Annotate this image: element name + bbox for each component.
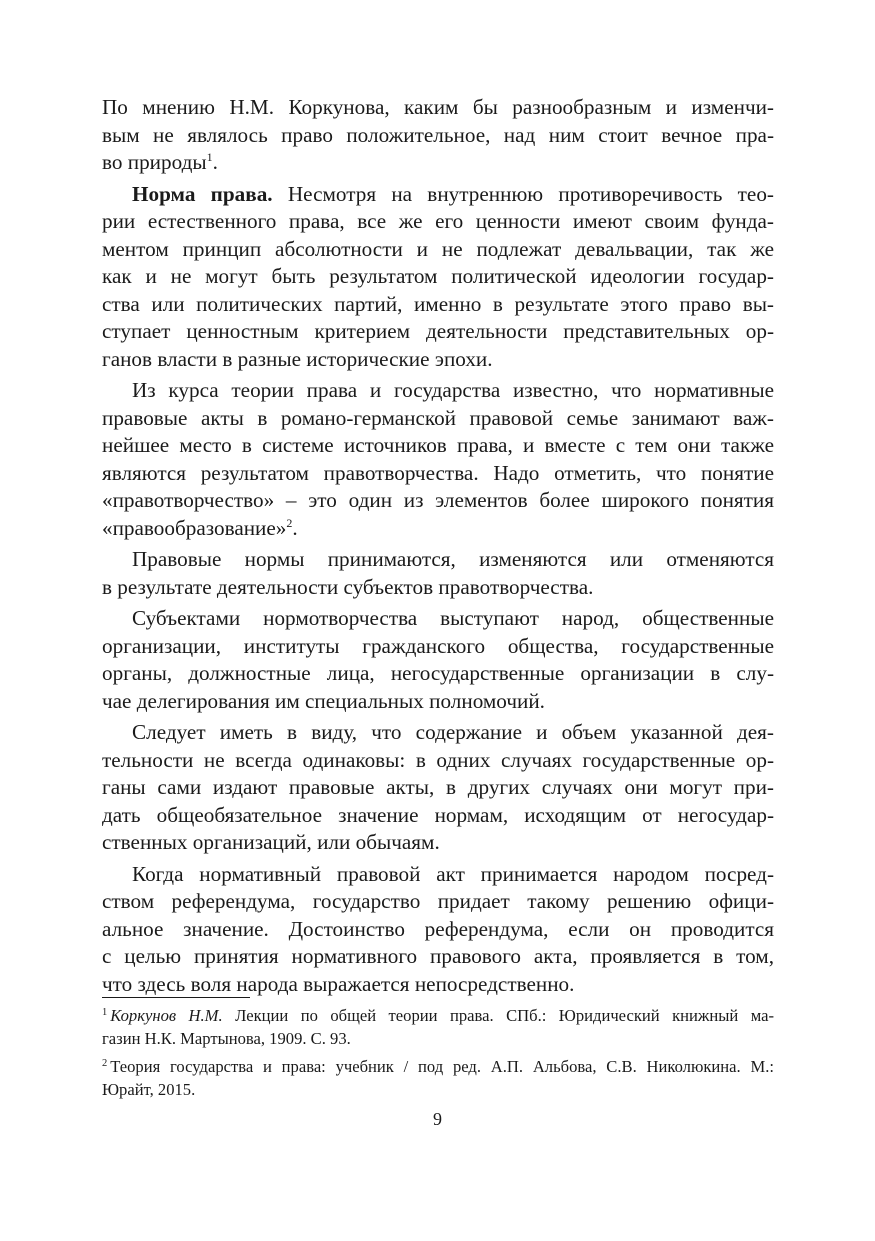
footnote-line: Юрайт, 2015. xyxy=(102,1080,196,1099)
footnote-reference[interactable]: 2 xyxy=(286,515,293,530)
footnote-separator xyxy=(102,997,250,998)
text-line: ством референдума, государство придает такому решению офици- xyxy=(102,889,774,913)
text-line: что здесь воля народа выражается непосредственно. xyxy=(102,971,575,996)
footnotes xyxy=(102,1004,774,1106)
text-line: ства или политических партий, именно в результате этого право вы- xyxy=(102,291,774,316)
paragraph xyxy=(102,605,774,715)
text-line: ственных организаций, или обычаям. xyxy=(102,830,440,854)
paragraph xyxy=(102,861,774,999)
text-line: органы, должностные лица, негосударственные организации в слу- xyxy=(102,661,774,685)
footnote-reference[interactable]: 1 xyxy=(206,150,213,164)
text-line: ментом принцип абсолютности и не подлежат девальвации, так же xyxy=(102,236,774,261)
text-line: Когда нормативный правовой акт принимается народом посред- xyxy=(132,861,774,886)
text-line: альное значение. Достоинство референдума, если он проводится xyxy=(102,916,774,941)
footnote-line xyxy=(102,1004,774,1027)
page-number: 9 xyxy=(433,1109,442,1129)
text-line: Субъектами нормотворчества выступают народ, общественные xyxy=(132,606,774,630)
footnote-text: Теория государства и права: учебник / под ред. А.П. Альбова, С.В. Николюкина. М.: xyxy=(110,1057,774,1076)
text-line: ганов власти в разные исторические эпохи. xyxy=(102,346,493,371)
text-line: Из курса теории права и государства известно, что нормативные xyxy=(132,378,774,402)
paragraph xyxy=(102,546,774,601)
footnote-marker: 2 xyxy=(102,1058,108,1069)
paragraph xyxy=(102,181,774,374)
text-line: правовые акты в романо-германской правовой семье занимают важ- xyxy=(102,405,774,430)
text-line: нейшее место в системе источников права, и вместе с тем они также xyxy=(102,433,774,457)
footnote-text: Лекции по общей теории права. СПб.: Юридический книжный ма- xyxy=(222,1006,774,1025)
line-text: . xyxy=(212,150,218,174)
text-line: «правотворчество» – это один из элементов более широкого понятия xyxy=(102,488,774,512)
text-line: чае делегирования им специальных полномочий. xyxy=(102,688,545,713)
text-line: организации, институты гражданского общества, государственные xyxy=(102,633,774,658)
footnote xyxy=(102,1055,774,1101)
text-line xyxy=(102,181,774,209)
text-line: в результате деятельности субъектов правотворчества. xyxy=(102,574,594,599)
text-line xyxy=(102,149,774,177)
paragraph xyxy=(102,719,774,857)
footnote-marker: 1 xyxy=(102,1007,108,1018)
section-heading: Норма права. xyxy=(132,181,273,206)
text-line: Следует иметь в виду, что содержание и объем указанной дея- xyxy=(132,720,774,744)
paragraph xyxy=(102,94,774,177)
text-line: ступает ценностным критерием деятельности представительных ор- xyxy=(102,319,774,343)
text-line: рии естественного права, все же его ценности имеют своим фунда- xyxy=(102,209,774,233)
text-line: дать общеобязательное значение нормам, исходящим от негосудар- xyxy=(102,802,774,827)
footnote-line xyxy=(102,1055,774,1078)
text-line: как и не могут быть результатом политической идеологии государ- xyxy=(102,264,774,288)
footnote xyxy=(102,1004,774,1050)
line-text: Несмотря на внутреннюю противоречивость тео- xyxy=(272,181,774,206)
text-line: ганы сами издают правовые акты, в других случаях они могут при- xyxy=(102,775,774,799)
text-line: с целью принятия нормативного правового акта, проявляется в том, xyxy=(102,944,774,968)
main-text xyxy=(102,94,774,1002)
footnote-author: Коркунов Н.М. xyxy=(110,1006,223,1025)
paragraph xyxy=(102,377,774,542)
text-line xyxy=(102,515,774,543)
text-line: По мнению Н.М. Коркунова, каким бы разнообразным и изменчи- xyxy=(102,95,774,119)
line-text: во природы xyxy=(102,150,207,174)
line-text: «правообразование» xyxy=(102,515,287,540)
line-text: . xyxy=(292,515,298,540)
footnote-line: газин Н.К. Мартынова, 1909. С. 93. xyxy=(102,1029,351,1048)
text-line: вым не являлось право положительное, над ним стоит вечное пра- xyxy=(102,122,774,147)
text-line: Правовые нормы принимаются, изменяются или отменяются xyxy=(132,547,774,571)
text-line: являются результатом правотворчества. Надо отметить, что понятие xyxy=(102,460,774,485)
text-line: тельности не всегда одинаковы: в одних случаях государственные ор- xyxy=(102,747,774,772)
